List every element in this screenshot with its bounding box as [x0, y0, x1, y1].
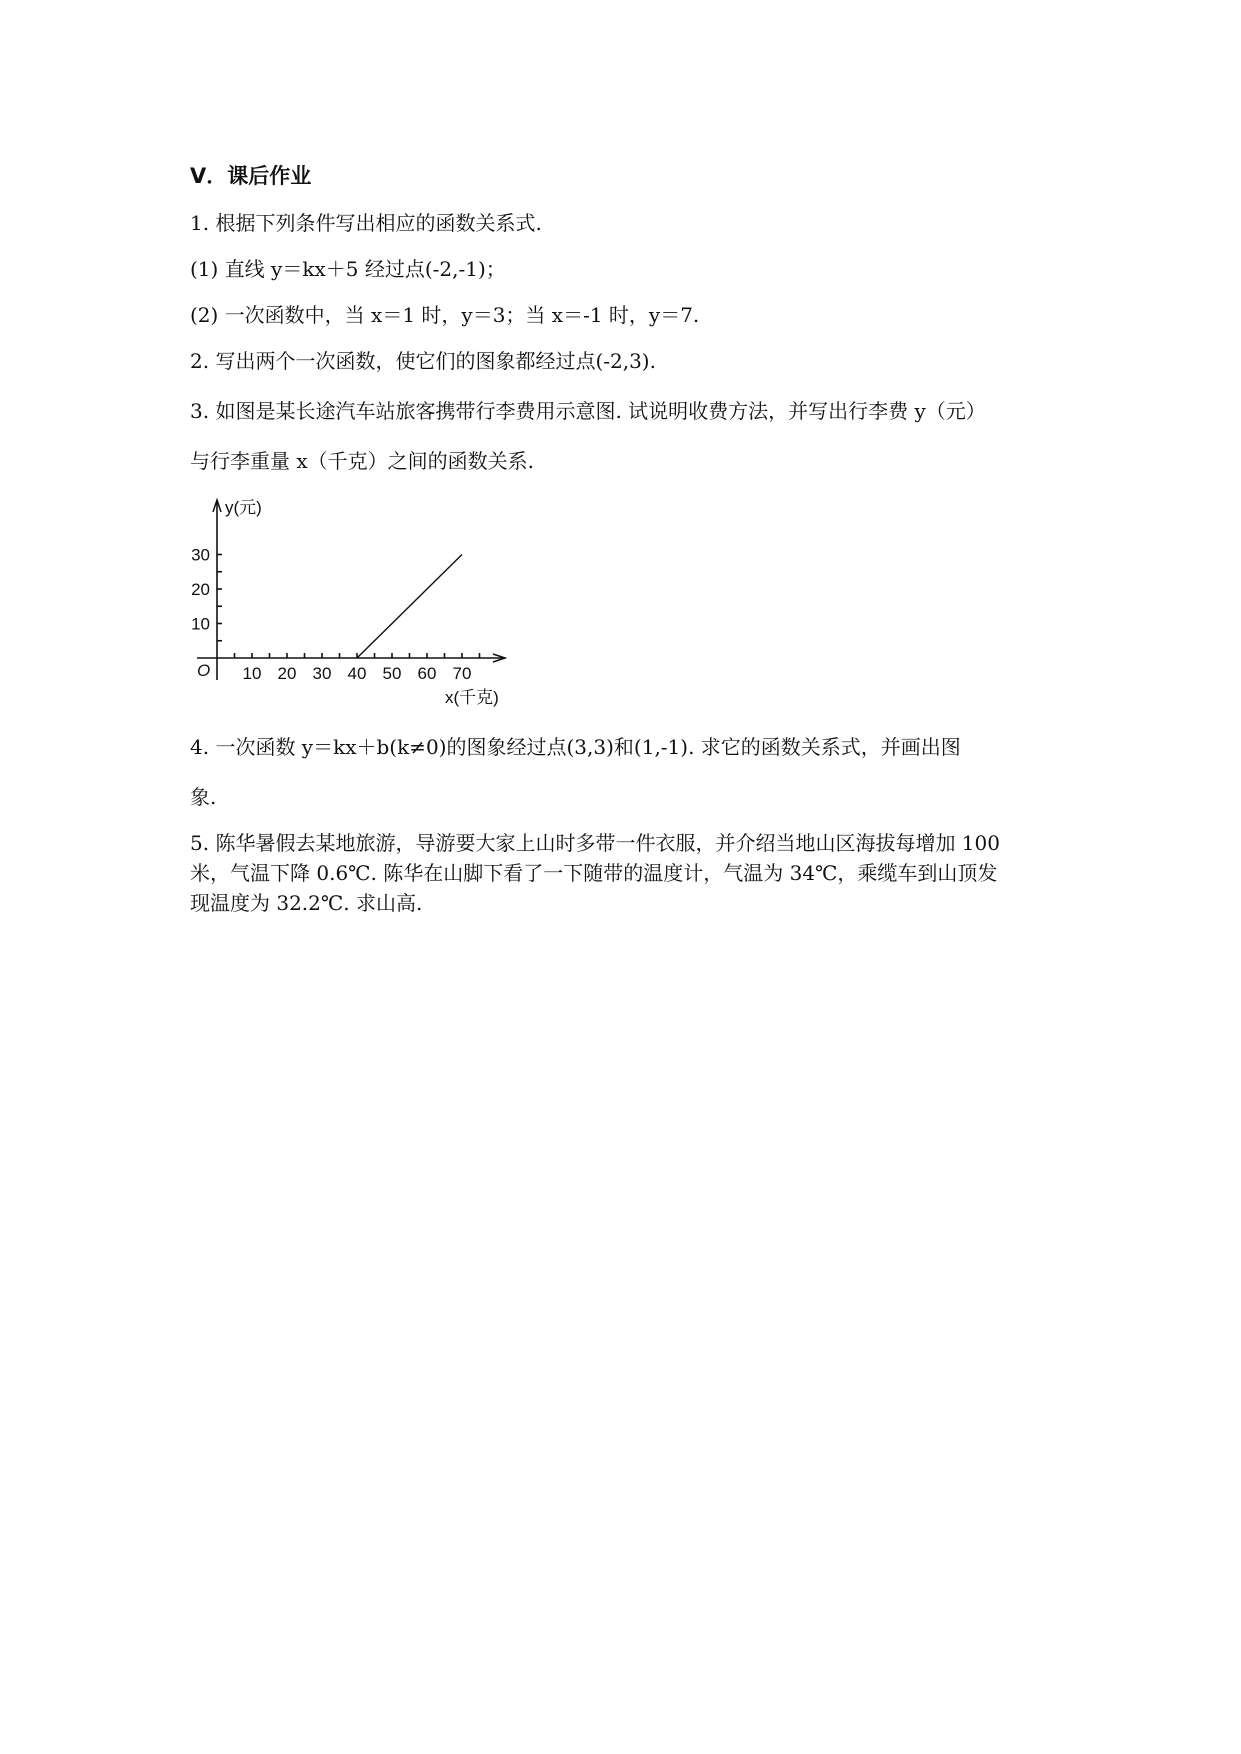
origin-label: O [197, 661, 211, 680]
problem-5-line-1: 5. 陈华暑假去某地旅游，导游要大家上山时多带一件衣服，并介绍当地山区海拔每增加 100 [190, 831, 1000, 855]
x-axis-label: x(千克) [445, 688, 499, 707]
problem-1: 1. 根据下列条件写出相应的函数关系式. [190, 211, 542, 235]
problem-4-line-1: 4. 一次函数 y＝kx＋b(k≠0)的图象经过点(3,3)和(1,-1). 求它的函数关系式，并画出图 [190, 735, 961, 759]
x-tick-label: 60 [417, 664, 437, 683]
chart-series [357, 555, 462, 659]
chart-labels [191, 498, 499, 707]
problem-4-line-2: 象. [190, 785, 217, 809]
y-axis-label: y(元) [225, 498, 262, 517]
fee-line [357, 555, 462, 659]
chart-ticks [217, 555, 480, 659]
problem-1-part-2: (2) 一次函数中，当 x＝1 时，y＝3；当 x＝-1 时，y＝7. [190, 303, 700, 327]
x-tick-label: 40 [347, 664, 367, 683]
y-tick-label: 10 [191, 614, 210, 634]
section-heading: Ⅴ．课后作业 [190, 164, 312, 188]
fee-chart [185, 492, 525, 717]
problem-2: 2. 写出两个一次函数，使它们的图象都经过点(-2,3). [190, 349, 656, 373]
chart-axes [197, 500, 505, 680]
y-tick-label: 20 [191, 580, 210, 599]
y-tick-label: 30 [191, 545, 210, 565]
x-tick-label: 50 [382, 664, 402, 683]
x-tick-label: 20 [277, 664, 297, 683]
problem-3-line-2: 与行李重量 x（千克）之间的函数关系. [190, 449, 534, 473]
x-tick-label: 70 [452, 664, 472, 683]
problem-5-line-3: 现温度为 32.2℃. 求山高. [190, 891, 423, 915]
x-tick-label: 30 [312, 664, 332, 683]
x-tick-label: 10 [242, 664, 262, 683]
problem-5-line-2: 米，气温下降 0.6℃. 陈华在山脚下看了一下随带的温度计，气温为 34℃，乘缆车到山顶发 [190, 861, 998, 885]
problem-3-line-1: 3. 如图是某长途汽车站旅客携带行李费用示意图. 试说明收费方法，并写出行李费 y（元） [190, 399, 986, 423]
problem-1-part-1: (1) 直线 y＝kx＋5 经过点(-2,-1)； [190, 257, 506, 281]
